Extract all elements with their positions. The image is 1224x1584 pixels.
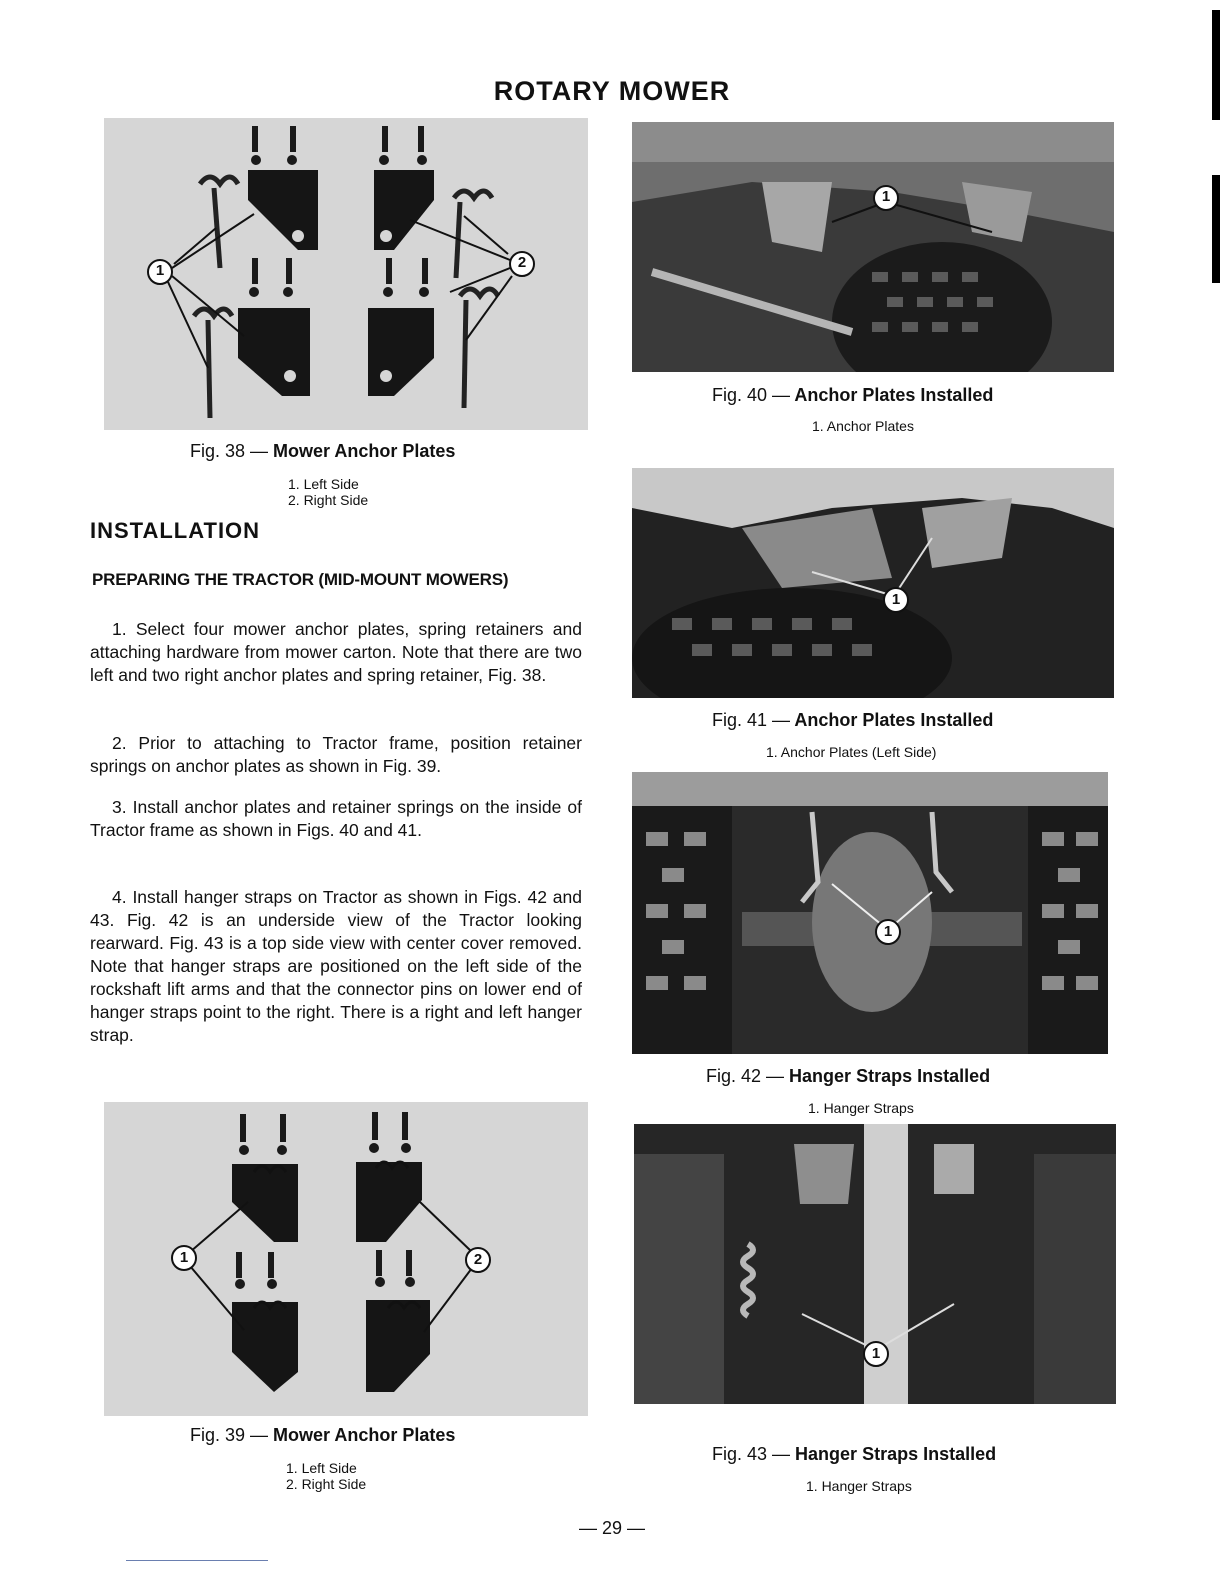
- legend-item: 1. Hanger Straps: [806, 1478, 912, 1494]
- fig42-legend: [808, 1100, 914, 1116]
- fig41-callout-1: 1: [891, 591, 901, 608]
- page-number: — 29 —: [578, 1518, 646, 1538]
- fig38-photo: [104, 118, 588, 430]
- legend-item: 2. Right Side: [288, 492, 369, 508]
- fig41-drawing: [632, 468, 1114, 698]
- fig43-drawing: [634, 1124, 1116, 1404]
- scan-edge-marks: [1208, 0, 1224, 1584]
- fig42-drawing: [632, 772, 1108, 1054]
- section-heading: INSTALLATION: [90, 518, 261, 543]
- legend-item: 1. Hanger Straps: [808, 1100, 914, 1116]
- fig40-title: Anchor Plates Installed: [794, 385, 994, 405]
- fig38-number: Fig. 38 —: [190, 441, 269, 461]
- fig40-drawing: [632, 122, 1114, 372]
- step-3: 3. Install anchor plates and retainer springs on the inside of Tractor frame as shown in Figs. 40 and 41.: [90, 797, 582, 840]
- step-2: 2. Prior to attaching to Tractor frame, position retainer springs on anchor plates as shown in Fig. 39.: [90, 733, 582, 776]
- section-subheading: PREPARING THE TRACTOR (MID-MOUNT MOWERS): [92, 570, 509, 589]
- fig39-callout-2: 2: [473, 1251, 483, 1268]
- fig39-legend: [286, 1460, 366, 1492]
- fig38-drawing: [104, 118, 588, 430]
- fig39-caption: [190, 1425, 455, 1446]
- legend-item: 1. Left Side: [286, 1460, 357, 1476]
- fig41-title: Anchor Plates Installed: [794, 710, 994, 730]
- legend-item: 1. Left Side: [288, 476, 359, 492]
- fig39-number: Fig. 39 —: [190, 1425, 269, 1445]
- fig39-callout-1: 1: [179, 1249, 189, 1266]
- fig43-title: Hanger Straps Installed: [795, 1444, 997, 1464]
- fig41-caption: [712, 710, 993, 731]
- fig40-legend: [812, 418, 914, 434]
- fig38-legend: [288, 476, 368, 508]
- step-1: 1. Select four mower anchor plates, spring retainers and attaching hardware from mower carton. Note that there are two left and two right anchor plates and spring retainer, Fig. 38.: [90, 619, 582, 685]
- fig41-number: Fig. 41 —: [712, 710, 791, 730]
- legend-item: 2. Right Side: [286, 1476, 367, 1492]
- fig42-title: Hanger Straps Installed: [789, 1066, 991, 1086]
- fig42-callout-1: 1: [883, 923, 893, 940]
- fig38-callout-2: 2: [517, 254, 527, 271]
- fig40-caption: [712, 385, 993, 406]
- fig40-photo: [632, 122, 1114, 372]
- fig43-photo: [634, 1124, 1116, 1404]
- step-4: 4. Install hanger straps on Tractor as shown in Figs. 42 and 43. Fig. 42 is an underside view of the Tractor looking rearward. Fig. 43 is a top side view with center cover removed. Note that hanger straps are positioned on the left side of the rockshaft lift arms and that the connector pins on lower end of hanger straps point to the right. There is a right and left hanger strap.: [90, 887, 582, 1045]
- fig40-number: Fig. 40 —: [712, 385, 791, 405]
- fig39-title: Mower Anchor Plates: [273, 1425, 456, 1445]
- fig42-caption: [706, 1066, 990, 1087]
- fig43-number: Fig. 43 —: [712, 1444, 791, 1464]
- fig41-legend: [766, 744, 936, 760]
- fig38-callout-1: 1: [155, 262, 165, 279]
- legend-item: 1. Anchor Plates: [812, 418, 914, 434]
- fig40-callout-1: 1: [881, 188, 891, 205]
- page-title: ROTARY MOWER: [493, 76, 731, 106]
- fig43-caption: [712, 1444, 996, 1465]
- legend-item: 1. Anchor Plates (Left Side): [766, 744, 937, 760]
- fig42-photo: [632, 772, 1108, 1054]
- fig42-number: Fig. 42 —: [706, 1066, 785, 1086]
- fig38-title: Mower Anchor Plates: [273, 441, 456, 461]
- fig41-photo: [632, 468, 1114, 698]
- footer-rule: [126, 1560, 268, 1561]
- fig43-callout-1: 1: [871, 1345, 881, 1362]
- fig38-caption: [190, 441, 455, 462]
- fig43-legend: [806, 1478, 912, 1494]
